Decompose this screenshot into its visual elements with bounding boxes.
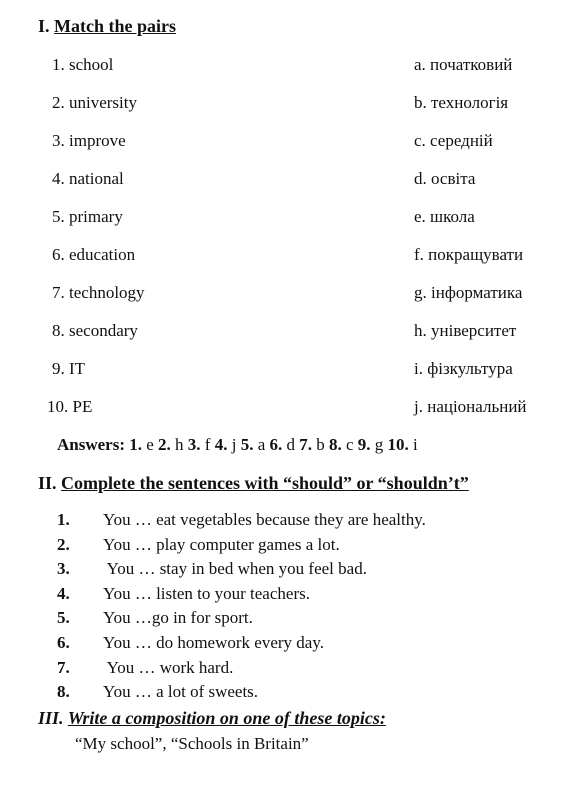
sentence-text: You … a lot of sweets.: [103, 682, 259, 702]
sentence-number: 8.: [57, 682, 70, 702]
sentence-item: [57, 608, 537, 630]
section-1-title: Match the pairs: [54, 16, 176, 36]
match-right-item: c. середній: [414, 131, 493, 150]
sentence-item: [57, 559, 537, 581]
answer-number: 9.: [357, 435, 371, 454]
section-2-numeral: II.: [38, 473, 57, 493]
section-2-title: Complete the sentences with “should” or “shouldn’t”: [61, 473, 469, 493]
match-right-item: f. покращувати: [414, 245, 524, 264]
answer-letter: j: [231, 435, 237, 454]
answer-number: 8.: [329, 435, 342, 454]
sentence-text: You … listen to your teachers.: [103, 583, 310, 603]
answer-number: 3.: [187, 435, 201, 454]
sentence-text: You …go in for sport.: [103, 608, 253, 628]
answer-letter: f: [204, 435, 211, 454]
sentence-number: 5.: [57, 608, 70, 628]
match-left-item: 4. national: [52, 169, 124, 188]
answer-letter: d: [286, 435, 295, 454]
sentence-number: 1.: [57, 510, 70, 529]
match-right-item: e. школа: [414, 207, 475, 226]
section-2-heading: [38, 473, 469, 494]
match-right-item: g. інформатика: [414, 283, 523, 302]
match-left-item: 3. improve: [52, 131, 126, 150]
section-3-heading: [38, 708, 386, 729]
match-left-item: 7. technology: [52, 283, 145, 302]
answers-line: [57, 435, 418, 455]
composition-topics: “My school”, “Schools in Britain”: [75, 734, 309, 753]
match-right-item: a. початковий: [414, 55, 513, 74]
match-right-item: j. національний: [414, 397, 527, 416]
answer-letter: b: [316, 435, 325, 454]
answer-number: 6.: [269, 435, 283, 454]
answer-number: 1.: [129, 435, 142, 454]
match-left-item: 10. PE: [47, 397, 93, 416]
match-left-item: 2. university: [52, 93, 137, 112]
match-left-item: 8. secondary: [52, 321, 138, 340]
sentence-number: 6.: [57, 633, 70, 652]
answers-label: Answers:: [57, 435, 125, 454]
answer-letter: g: [374, 435, 384, 454]
sentence-text: You … work hard.: [103, 657, 234, 677]
answer-number: 5.: [240, 435, 254, 454]
sentence-number: 4.: [57, 583, 70, 603]
answer-letter: c: [346, 435, 354, 454]
match-right-item: b. технологія: [414, 93, 509, 112]
sentence-item: [57, 658, 537, 680]
section-1-heading: [38, 16, 176, 37]
sentence-item: [57, 633, 537, 655]
answer-number: 7.: [299, 435, 312, 454]
sentence-number: 7.: [57, 657, 70, 677]
sentence-item: [57, 584, 537, 606]
section-3-numeral: III.: [38, 708, 64, 728]
sentence-item: [57, 682, 537, 704]
answer-letter: i: [413, 435, 418, 454]
match-right-item: i. фізкультура: [414, 359, 513, 378]
sentence-text: You … stay in bed when you feel bad.: [103, 559, 367, 579]
sentence-text: You … do homework every day.: [103, 633, 324, 652]
sentence-text: You … play computer games a lot.: [103, 534, 340, 554]
answer-number: 10.: [387, 435, 409, 454]
sentence-text: You … eat vegetables because they are healthy.: [103, 510, 426, 529]
sentence-item: [57, 535, 537, 557]
match-left-item: 5. primary: [52, 207, 123, 226]
sentence-number: 2.: [57, 534, 70, 554]
match-left-item: 6. education: [52, 245, 136, 264]
match-left-item: 9. IT: [52, 359, 86, 378]
match-right-item: d. освіта: [414, 169, 476, 188]
answer-letter: h: [175, 435, 184, 454]
answer-number: 2.: [158, 435, 171, 454]
sentence-number: 3.: [57, 559, 70, 579]
match-left-item: 1. school: [52, 55, 114, 74]
match-right-item: h. університет: [414, 321, 517, 340]
answer-number: 4.: [214, 435, 228, 454]
section-3-title: Write a composition on one of these topics:: [67, 708, 386, 728]
section-1-numeral: I.: [38, 16, 50, 36]
sentence-item: [57, 510, 537, 532]
answer-letter: e: [146, 435, 154, 454]
answer-letter: a: [257, 435, 266, 454]
